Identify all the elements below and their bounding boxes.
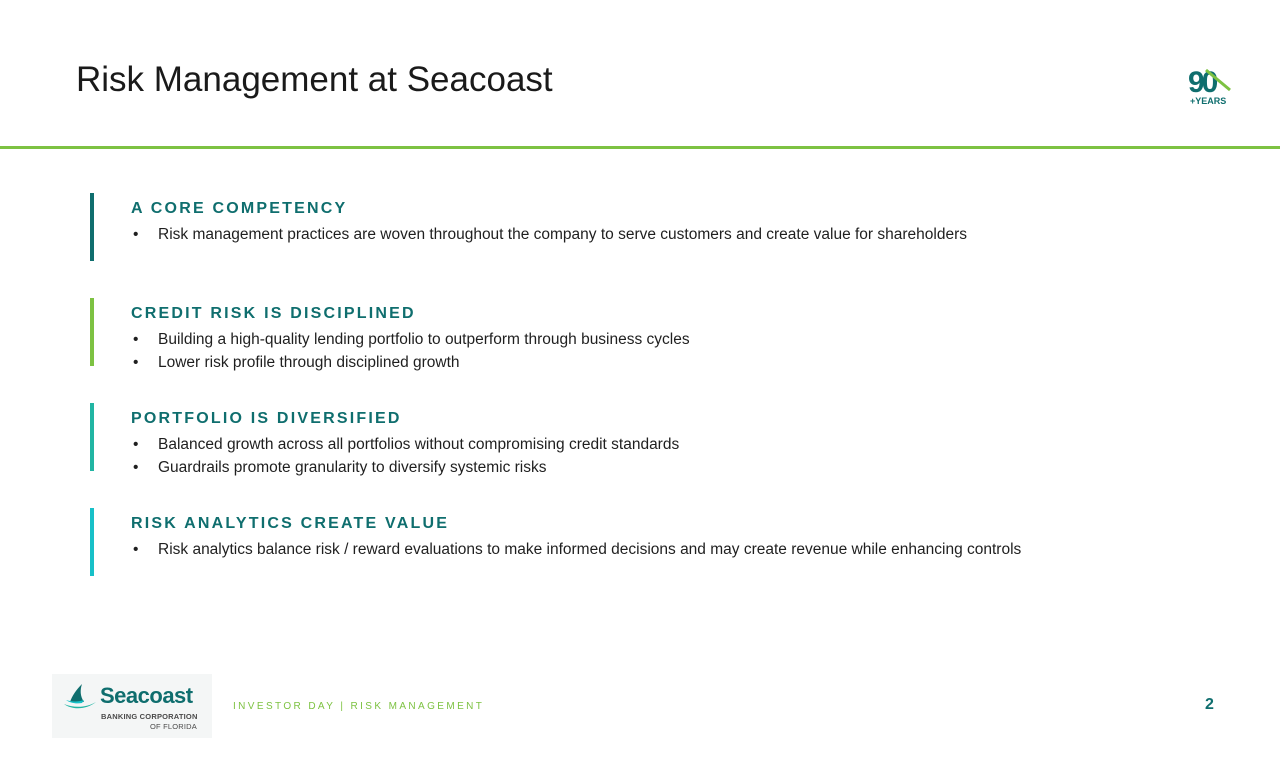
- bullet-list: [131, 538, 1031, 561]
- section-heading: RISK ANALYTICS CREATE VALUE: [131, 515, 450, 532]
- badge-label: +YEARS: [1190, 96, 1227, 106]
- bullet-text: Balanced growth across all portfolios without compromising credit standards: [158, 436, 680, 453]
- footer-caption: INVESTOR DAY | RISK MANAGEMENT: [233, 701, 485, 712]
- bullet-icon: •: [133, 459, 139, 476]
- list-item: [131, 538, 1031, 561]
- list-item: [131, 328, 1061, 351]
- bullet-text: Risk management practices are woven throughout the company to serve customers and create value for shareholders: [158, 226, 968, 243]
- section-heading: PORTFOLIO IS DIVERSIFIED: [131, 410, 402, 427]
- section-accent-bar: [90, 193, 94, 261]
- bullet-icon: •: [133, 226, 139, 243]
- logo-subtitle-2: OF FLORIDA: [150, 722, 198, 731]
- bullet-icon: •: [133, 541, 139, 558]
- sailboat-logo-icon: [62, 682, 98, 712]
- list-item: [131, 456, 1061, 479]
- logo-subtitle: BANKING CORPORATION: [101, 712, 198, 721]
- seacoast-logo: [52, 674, 212, 738]
- section-accent-bar: [90, 403, 94, 471]
- bullet-list: [131, 223, 1061, 246]
- badge-number: 90: [1188, 66, 1216, 99]
- section-accent-bar: [90, 298, 94, 366]
- section-portfolio-diversified: [90, 403, 1090, 476]
- logo-wordmark: Seacoast: [100, 683, 193, 708]
- section-risk-analytics: [90, 508, 1090, 578]
- list-item: [131, 351, 1061, 374]
- list-item: [131, 433, 1061, 456]
- section-heading: CREDIT RISK IS DISCIPLINED: [131, 305, 416, 322]
- bullet-icon: •: [133, 436, 139, 453]
- section-accent-bar: [90, 508, 94, 576]
- slide-title: Risk Management at Seacoast: [76, 60, 553, 99]
- page-number: 2: [1205, 696, 1214, 713]
- bullet-list: [131, 328, 1061, 374]
- bullet-icon: •: [133, 354, 139, 371]
- bullet-text: Guardrails promote granularity to diversify systemic risks: [158, 459, 547, 476]
- bullet-text: Building a high-quality lending portfolio to outperform through business cycles: [158, 331, 690, 348]
- section-core-competency: [90, 193, 1090, 263]
- ninety-years-badge-icon: [1186, 64, 1236, 108]
- bullet-text: Risk analytics balance risk / reward evaluations to make informed decisions and may create revenue while enhancing controls: [158, 541, 1022, 558]
- bullet-icon: •: [133, 331, 139, 348]
- bullet-text: Lower risk profile through disciplined growth: [158, 354, 460, 371]
- list-item: [131, 223, 1061, 246]
- section-credit-risk: [90, 298, 1090, 371]
- section-heading: A CORE COMPETENCY: [131, 200, 348, 217]
- title-divider: [0, 146, 1280, 149]
- bullet-list: [131, 433, 1061, 479]
